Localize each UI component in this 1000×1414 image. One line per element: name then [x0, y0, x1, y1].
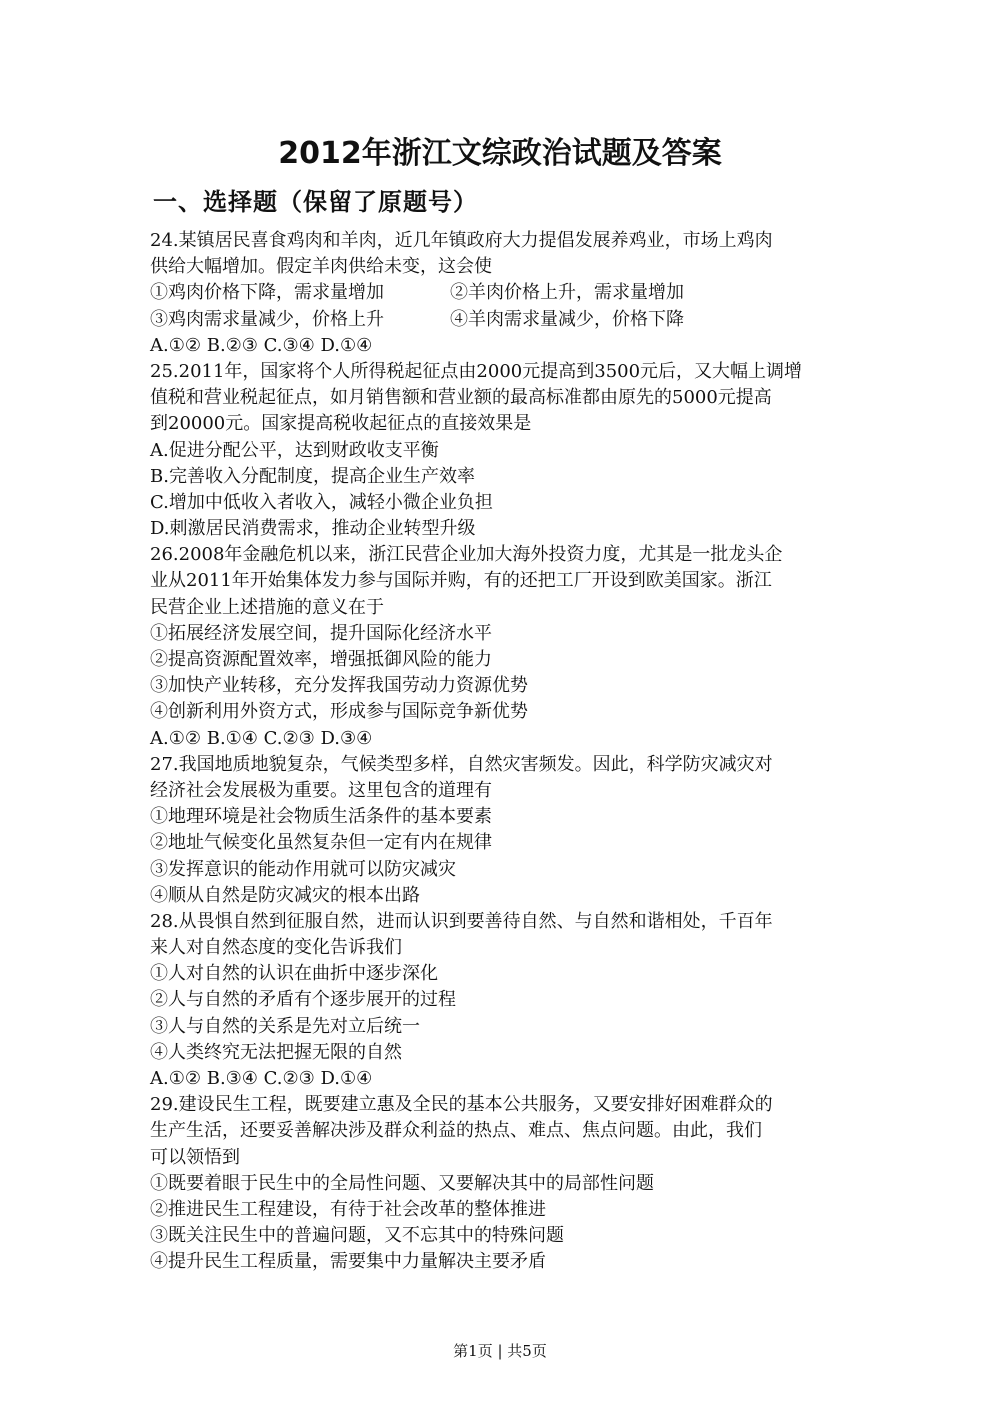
answer-choices: A.①② B.①④ C.②③ D.③④ [150, 727, 373, 749]
option-item: ③发挥意识的能动作用就可以防灾减灾 [150, 858, 456, 880]
text-line: 25.2011年，国家将个人所得税起征点由2000元提高到3500元后，又大幅上调增 [150, 360, 803, 382]
text-line: 民营企业上述措施的意义在于 [150, 596, 384, 618]
option-item: ③加快产业转移，充分发挥我国劳动力资源优势 [150, 675, 528, 697]
option-item: D.刺激居民消费需求，推动企业转型升级 [150, 518, 476, 540]
option-item: ④羊肉需求量减少，价格下降 [450, 308, 684, 330]
option-item: ④人类终究无法把握无限的自然 [150, 1041, 402, 1063]
option-item: ③既关注民生中的普遍问题，又不忘其中的特殊问题 [150, 1225, 564, 1247]
answer-choices: A.①② B.③④ C.②③ D.①④ [150, 1068, 373, 1089]
option-item: A.促进分配公平，达到财政收支平衡 [150, 439, 439, 461]
option-item: ③人与自然的关系是先对立后统一 [150, 1015, 420, 1037]
option-item: ②推进民生工程建设，有待于社会改革的整体推进 [150, 1198, 546, 1220]
option-item: ②羊肉价格上升，需求量增加 [450, 282, 684, 304]
option-item: B.完善收入分配制度，提高企业生产效率 [150, 465, 475, 487]
text-line: 26.2008年金融危机以来，浙江民营企业加大海外投资力度，尤其是一批龙头企 [150, 544, 783, 566]
page-title: 2012年浙江文综政治试题及答案 [278, 136, 722, 171]
text-line: 经济社会发展极为重要。这里包含的道理有 [150, 779, 492, 801]
text-line: 业从2011年开始集体发力参与国际并购，有的还把工厂开设到欧美国家。浙江 [150, 570, 772, 592]
option-item: ②提高资源配置效率，增强抵御风险的能力 [150, 649, 492, 670]
text-line: 到20000元。国家提高税收起征点的直接效果是 [150, 413, 532, 435]
question-content [150, 228, 850, 1276]
option-item: ②人与自然的矛盾有个逐步展开的过程 [150, 989, 456, 1011]
answer-choices: A.①② B.②③ C.③④ D.①④ [150, 334, 373, 356]
option-item: ④提升民生工程质量，需要集中力量解决主要矛盾 [150, 1251, 546, 1273]
option-item: ④创新利用外资方式，形成参与国际竞争新优势 [150, 701, 528, 723]
option-item: ①既要着眼于民生中的全局性问题、又要解决其中的局部性问题 [150, 1172, 654, 1194]
text-line: 28.从畏惧自然到征服自然，进而认识到要善待自然、与自然和谐相处，千百年 [150, 910, 773, 932]
page-footer: 第1页 | 共5页 [453, 1342, 547, 1360]
text-line: 29.建设民生工程，既要建立惠及全民的基本公共服务，又要安排好困难群众的 [150, 1094, 773, 1116]
text-line: 可以领悟到 [150, 1146, 240, 1168]
option-item: ④顺从自然是防灾减灾的根本出路 [150, 884, 420, 906]
option-item: ①人对自然的认识在曲折中逐步深化 [150, 963, 438, 985]
text-line: 生产生活，还要妥善解决涉及群众利益的热点、难点、焦点问题。由此，我们 [150, 1120, 762, 1142]
text-line: 值税和营业税起征点，如月销售额和营业额的最高标准都由原先的5000元提高 [150, 387, 772, 409]
option-item: ①拓展经济发展空间，提升国际化经济水平 [150, 622, 492, 644]
option-item: C.增加中低收入者收入，减轻小微企业负担 [150, 491, 493, 513]
option-item: ①地理环境是社会物质生活条件的基本要素 [150, 806, 492, 828]
text-line: 来人对自然态度的变化告诉我们 [150, 937, 402, 959]
text-line: 27.我国地质地貌复杂，气候类型多样，自然灾害频发。因此，科学防灾减灾对 [150, 753, 773, 775]
option-item: ③鸡肉需求量减少，价格上升 [150, 308, 384, 330]
option-item: ①鸡肉价格下降，需求量增加 [150, 282, 384, 304]
text-line: 供给大幅增加。假定羊肉供给未变，这会使 [150, 256, 492, 278]
section-heading: 一、选择题（保留了原题号） [153, 187, 478, 216]
text-line: 24.某镇居民喜食鸡肉和羊肉，近几年镇政府大力提倡发展养鸡业，市场上鸡肉 [150, 230, 773, 251]
option-item: ②地址气候变化虽然复杂但一定有内在规律 [150, 832, 492, 854]
option-row [150, 307, 850, 333]
option-row [150, 280, 850, 306]
